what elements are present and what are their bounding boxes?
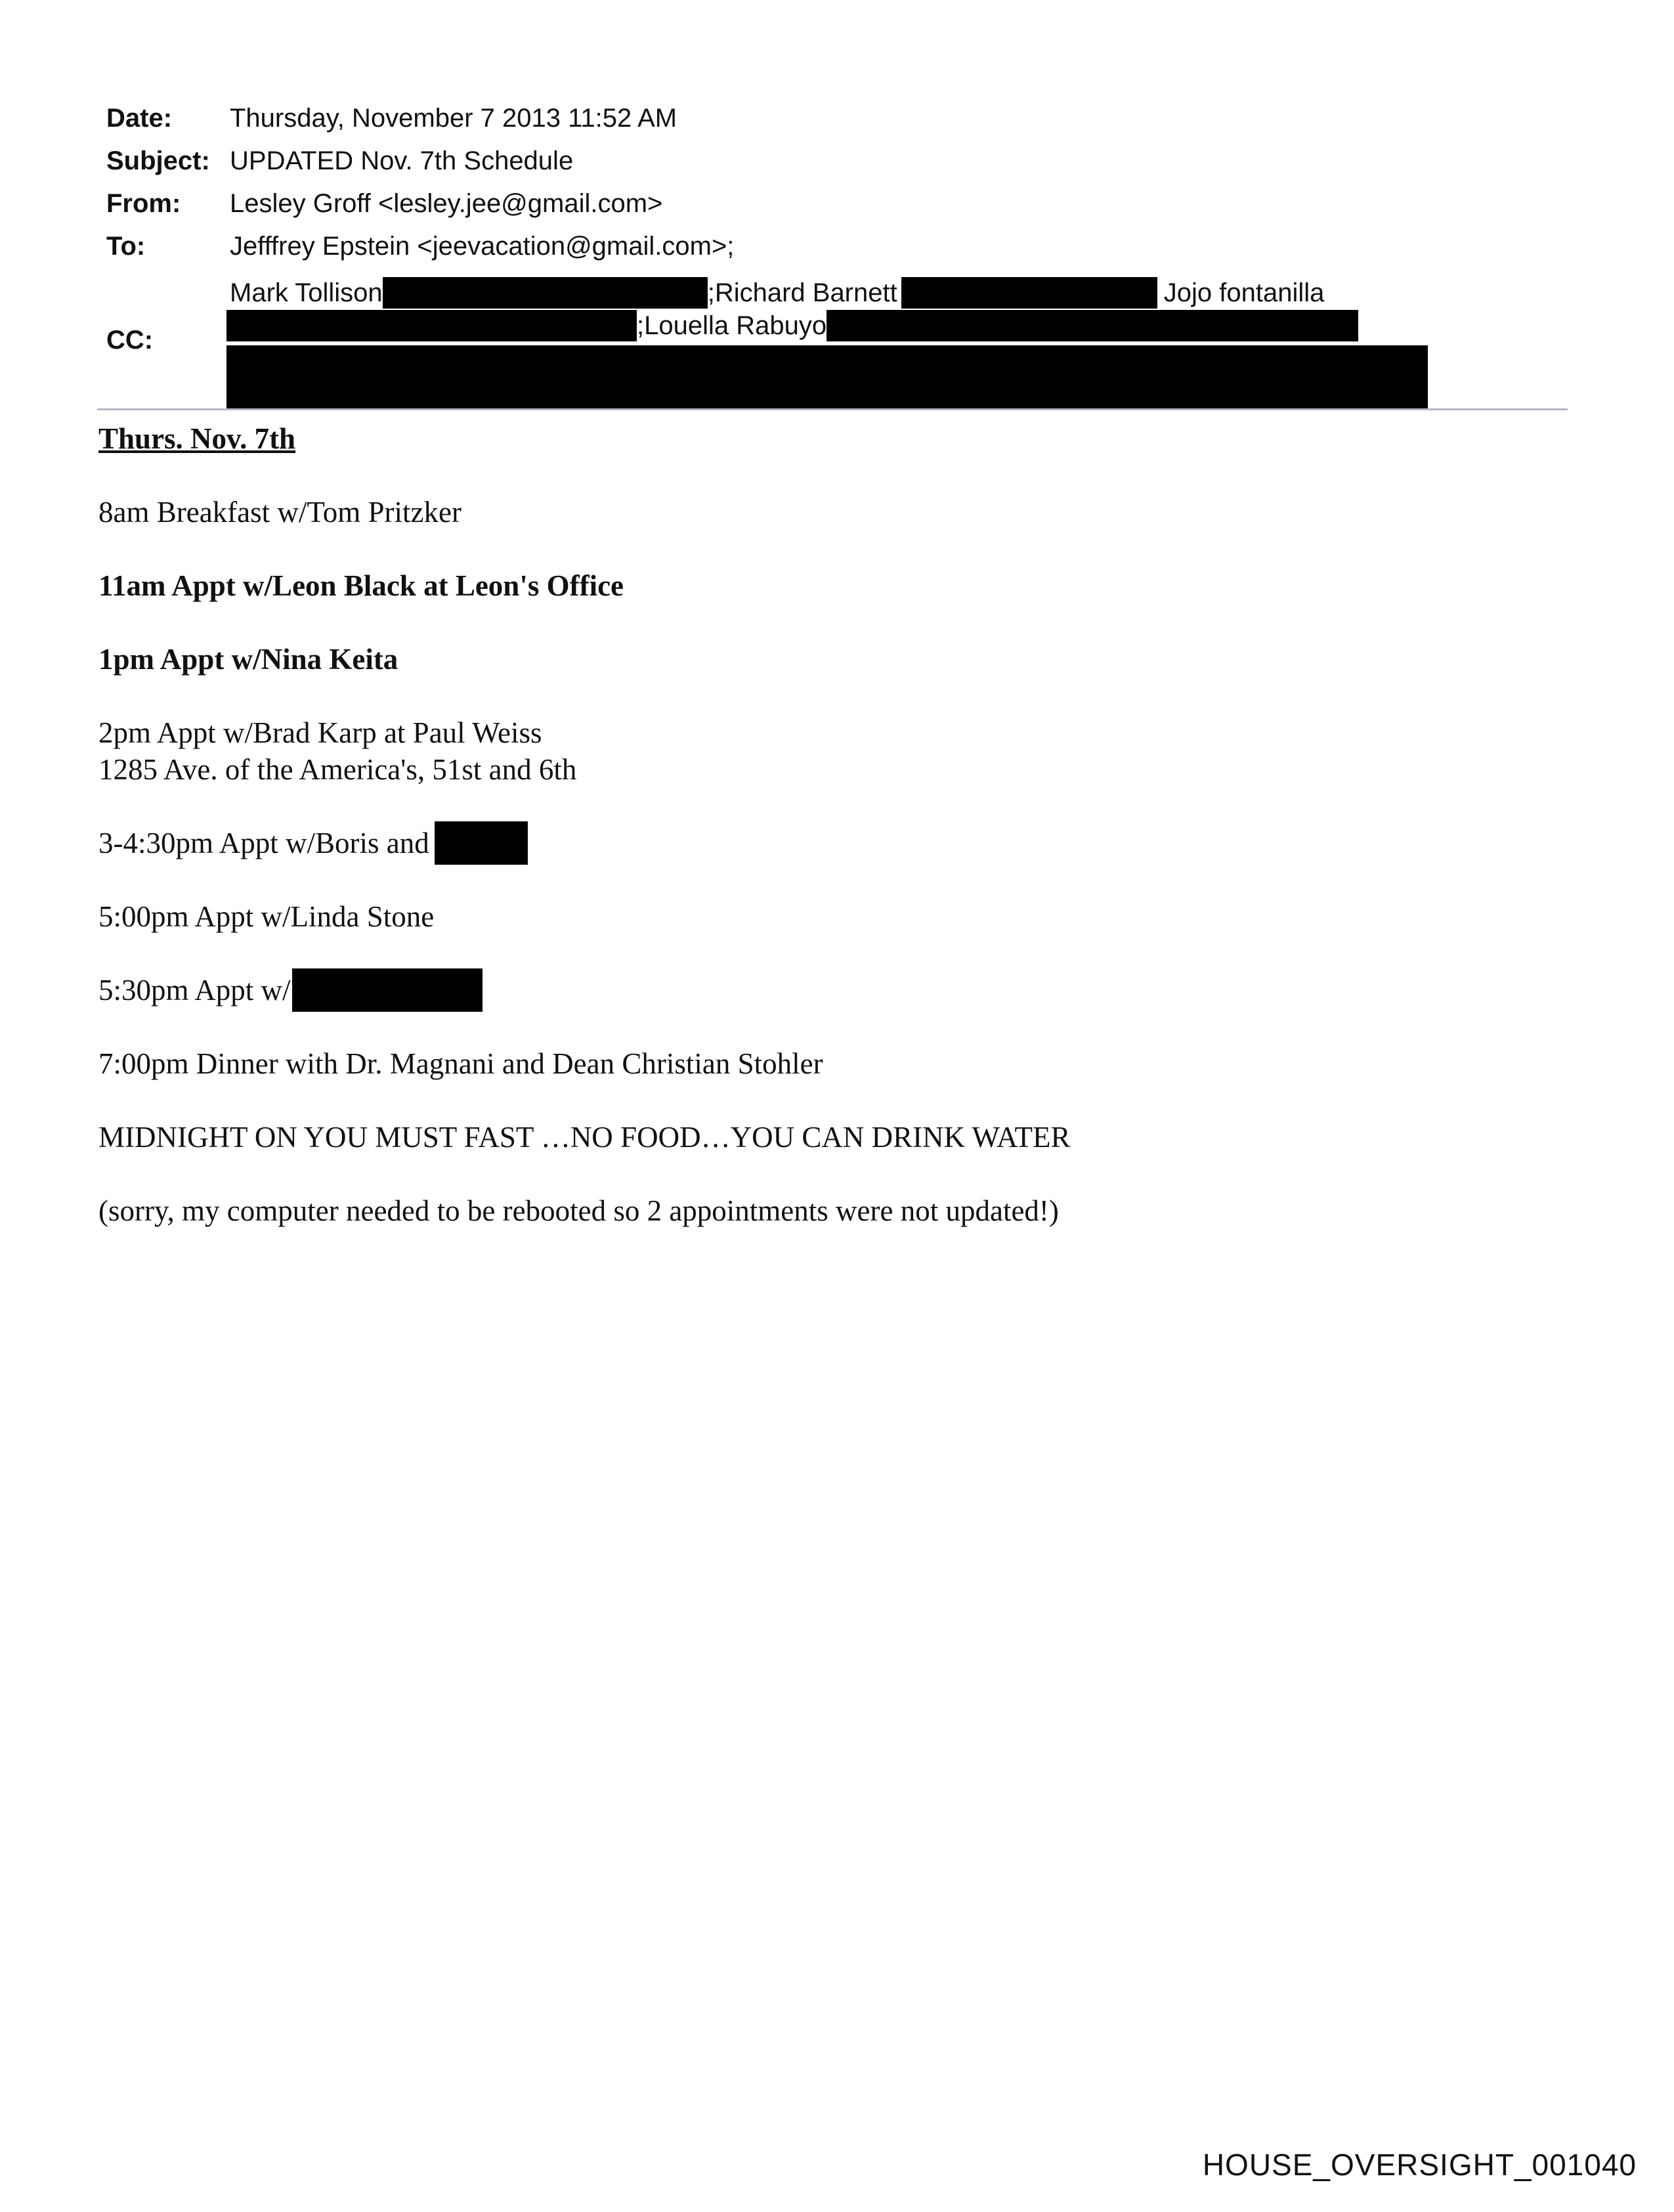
schedule-item	[98, 1045, 1569, 1082]
bates-number: HOUSE_OVERSIGHT_001040	[1202, 2148, 1637, 2182]
cc-separator: ;	[637, 311, 645, 340]
schedule-item-text: 8am Breakfast w/Tom Pritzker	[98, 496, 461, 529]
schedule-item-text: 11am Appt w/Leon Black at Leon's Office	[98, 569, 624, 602]
cc-name-richard-barnett: Richard Barnett	[714, 278, 897, 307]
redaction-box	[383, 277, 708, 309]
to-value: Jefffrey Epstein <jeevacation@gmail.com>;	[230, 232, 735, 261]
redaction-box	[826, 310, 1358, 341]
cc-line-2	[226, 310, 1358, 341]
schedule-item	[98, 1119, 1569, 1156]
date-label: Date:	[106, 104, 173, 133]
redaction-box	[435, 821, 528, 865]
subject-label: Subject:	[106, 146, 210, 175]
cc-line-1	[230, 277, 1324, 309]
to-row	[105, 227, 1569, 269]
cc-name-jojo-fontanilla: Jojo fontanilla	[1163, 278, 1325, 307]
schedule-item	[98, 714, 1569, 751]
to-label: To:	[106, 232, 146, 261]
cc-label: CC:	[106, 326, 154, 355]
schedule-item	[98, 494, 1569, 531]
cc-name-louella-rabuyo: Louella Rabuyo	[644, 311, 827, 340]
email-header	[105, 98, 1569, 401]
from-value: Lesley Groff <lesley.jee@gmail.com>	[230, 189, 663, 218]
schedule-item-address: 1285 Ave. of the America's, 51st and 6th	[98, 753, 577, 786]
cc-separator: ;	[707, 278, 715, 307]
cc-name-mark-tollison: Mark Tollison	[230, 278, 383, 307]
schedule-item	[98, 641, 1569, 678]
subject-row	[105, 141, 1569, 184]
cc-row	[105, 269, 1569, 401]
date-value: Thursday, November 7 2013 11:52 AM	[230, 104, 677, 133]
schedule-item	[98, 1192, 1569, 1229]
schedule-item	[98, 567, 1569, 604]
schedule-item	[98, 825, 1569, 861]
date-row	[105, 98, 1569, 141]
schedule-item-text: MIDNIGHT ON YOU MUST FAST …NO FOOD…YOU CAN DRINK WATER	[98, 1121, 1071, 1154]
schedule-item-text: 5:30pm Appt w/	[98, 974, 291, 1007]
schedule-item-text: 5:00pm Appt w/Linda Stone	[98, 900, 435, 933]
header-divider	[97, 408, 1568, 410]
schedule-title: Thurs. Nov. 7th	[98, 422, 296, 455]
schedule-body	[98, 420, 1569, 1229]
redaction-box	[292, 968, 483, 1012]
from-row	[105, 184, 1569, 227]
schedule-item-text: (sorry, my computer needed to be rebooted so 2 appointments were not updated!)	[98, 1194, 1059, 1227]
schedule-item-text: 1pm Appt w/Nina Keita	[98, 643, 398, 676]
schedule-item-text: 7:00pm Dinner with Dr. Magnani and Dean Christian Stohler	[98, 1047, 823, 1080]
redaction-box	[901, 277, 1157, 309]
from-label: From:	[106, 189, 181, 218]
schedule-item-text: 3-4:30pm Appt w/Boris and	[98, 827, 429, 859]
schedule-item	[98, 898, 1569, 935]
subject-value: UPDATED Nov. 7th Schedule	[230, 146, 574, 175]
redaction-box	[226, 310, 637, 341]
schedule-item-text: 2pm Appt w/Brad Karp at Paul Weiss	[98, 716, 542, 749]
redaction-box	[226, 345, 1428, 408]
schedule-item	[98, 972, 1569, 1008]
